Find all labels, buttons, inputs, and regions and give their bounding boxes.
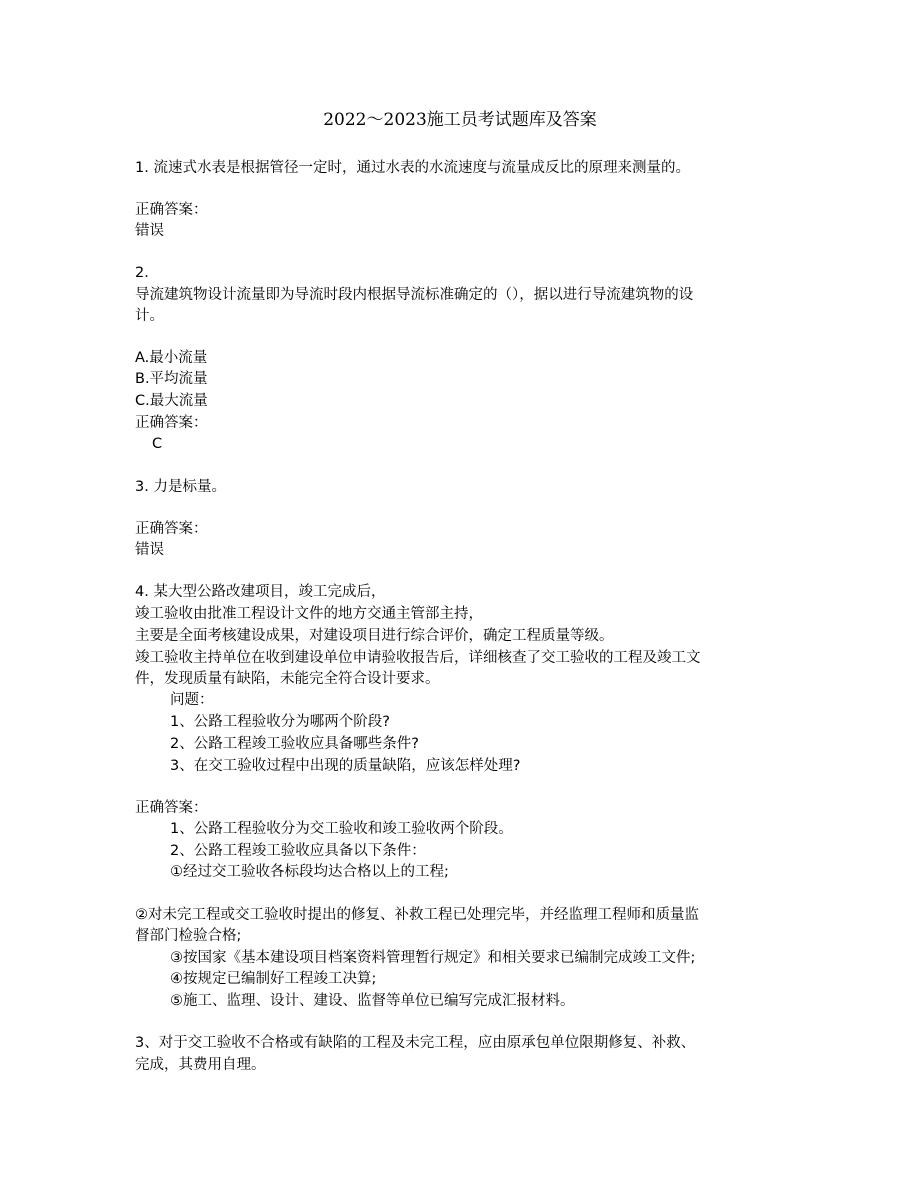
question-2-answer-label: 正确答案： — [135, 415, 208, 431]
question-4-condition: ④按规定已编制好工程竣工决算; — [170, 971, 377, 987]
document-title: 2022～2023施工员考试题库及答案 — [323, 110, 597, 130]
question-2-number: 2. — [135, 265, 149, 281]
question-1-answer-label: 正确答案： — [135, 202, 208, 218]
question-4-line: 主要是全面考核建设成果，对建设项目进行综合评价，确定工程质量等级。 — [135, 628, 614, 644]
question-2-option-a: A.最小流量 — [135, 350, 208, 366]
question-4-line: 4. 某大型公路改建项目，竣工完成后， — [135, 584, 386, 600]
question-4-condition-cont: 督部门检验合格; — [135, 928, 242, 944]
question-4-line: 件，发现质量有缺陷，未能完全符合设计要求。 — [135, 671, 440, 687]
question-3-answer-label: 正确答案： — [135, 521, 208, 537]
question-4-line: 竣工验收由批准工程设计文件的地方交通主管部主持， — [135, 606, 483, 622]
question-4-subquestion: 3、在交工验收过程中出现的质量缺陷，应该怎样处理? — [170, 758, 521, 774]
question-4-answer-line: 1、公路工程验收分为交工验收和竣工验收两个阶段。 — [170, 821, 513, 837]
question-4-answer-line-cont: 完成，其费用自理。 — [135, 1057, 266, 1073]
question-4-line: 竣工验收主持单位在收到建设单位申请验收报告后，详细核查了交工验收的工程及竣工文 — [135, 650, 701, 666]
question-4-condition: ③按国家《基本建设项目档案资料管理暂行规定》和相关要求已编制完成竣工文件; — [170, 950, 696, 966]
question-2-option-c: C.最大流量 — [135, 393, 208, 409]
question-3-answer: 错误 — [135, 542, 164, 558]
question-4-subquestion: 2、公路工程竣工验收应具备哪些条件? — [170, 736, 419, 752]
question-4-answer-line: 3、对于交工验收不合格或有缺陷的工程及未完工程，应由原承包单位限期修复、补救、 — [135, 1035, 696, 1051]
question-4-answer-label: 正确答案： — [135, 800, 208, 816]
question-2-option-b: B.平均流量 — [135, 371, 208, 387]
question-2-text-line2: 计。 — [135, 308, 164, 324]
question-4-condition: ①经过交工验收各标段均达合格以上的工程; — [170, 864, 449, 880]
question-2-answer: C — [152, 436, 163, 452]
question-4-condition: ⑤施工、监理、设计、建设、监督等单位已编写完成汇报材料。 — [170, 993, 575, 1009]
question-4-condition: ②对未完工程或交工验收时提出的修复、补救工程已处理完毕，并经监理工程师和质量监 — [135, 907, 699, 923]
question-4-subquestion: 1、公路工程验收分为哪两个阶段? — [170, 714, 390, 730]
question-1-text: 1. 流速式水表是根据管径一定时，通过水表的水流速度与流量成反比的原理来测量的。 — [135, 160, 690, 176]
question-1-answer: 错误 — [135, 223, 164, 239]
question-2-text-line1: 导流建筑物设计流量即为导流时段内根据导流标准确定的（），据以进行导流建筑物的设 — [135, 287, 694, 303]
question-4-question-label: 问题： — [170, 692, 214, 708]
question-3-text: 3. 力是标量。 — [135, 479, 226, 495]
question-4-answer-line: 2、公路工程竣工验收应具备以下条件： — [170, 843, 426, 859]
